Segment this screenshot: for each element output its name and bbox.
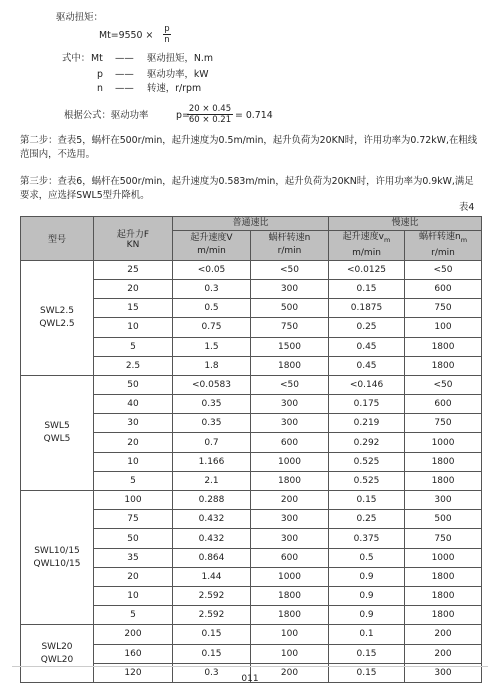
table-cell: 0.75 bbox=[173, 318, 251, 337]
table-cell: 600 bbox=[251, 433, 329, 452]
table-cell: 200 bbox=[251, 663, 329, 682]
table-cell: 1800 bbox=[405, 471, 482, 490]
table-cell: 1000 bbox=[405, 433, 482, 452]
model-cell: SWL5 QWL5 bbox=[21, 375, 94, 490]
table-cell: 300 bbox=[251, 529, 329, 548]
header-slow-ratio: 慢速比 bbox=[329, 217, 482, 231]
table-cell: 0.432 bbox=[173, 510, 251, 529]
header-slow-lift-speed: 起升速度$v_m$ m/min bbox=[329, 231, 405, 261]
table-cell: 10 bbox=[94, 452, 173, 471]
torque-heading: 驱动扭矩： bbox=[56, 12, 103, 23]
table-cell: 1.44 bbox=[173, 567, 251, 586]
table-cell: 2.1 bbox=[173, 471, 251, 490]
legend-intro: 式中： bbox=[62, 53, 91, 64]
table-cell: 0.25 bbox=[329, 510, 405, 529]
table-cell: 500 bbox=[251, 299, 329, 318]
table-cell: 0.25 bbox=[329, 318, 405, 337]
table-cell: 0.292 bbox=[329, 433, 405, 452]
lift-spec-table bbox=[20, 216, 482, 683]
table-cell: 100 bbox=[251, 644, 329, 663]
torque-formula-lhs: Mt=9550 × bbox=[99, 30, 154, 41]
table-cell: 0.9 bbox=[329, 567, 405, 586]
legend-dash: —— bbox=[115, 69, 134, 80]
table-cell: 200 bbox=[94, 625, 173, 644]
table-cell: 1000 bbox=[251, 567, 329, 586]
table-cell: 300 bbox=[405, 663, 482, 682]
table-cell: 1800 bbox=[251, 586, 329, 605]
table-cell: 300 bbox=[405, 491, 482, 510]
table-cell: 30 bbox=[94, 414, 173, 433]
header-normal-ratio: 普通速比 bbox=[173, 217, 329, 231]
table-cell: 0.219 bbox=[329, 414, 405, 433]
legend-symbol: p bbox=[97, 69, 103, 80]
table-cell: 750 bbox=[405, 414, 482, 433]
table-cell: 750 bbox=[405, 529, 482, 548]
table-cell: 0.15 bbox=[173, 625, 251, 644]
header-worm-rpm: 蜗杆转速n r/min bbox=[251, 231, 329, 261]
footer-rule bbox=[12, 666, 488, 667]
table-cell: 20 bbox=[94, 433, 173, 452]
table-cell: 50 bbox=[94, 529, 173, 548]
header-lift-speed: 起升速度V m/min bbox=[173, 231, 251, 261]
power-formula-label: 根据公式：驱动功率 bbox=[64, 110, 149, 121]
legend-description: 驱动功率，kW bbox=[147, 69, 209, 80]
table-cell: 10 bbox=[94, 318, 173, 337]
table-cell: 300 bbox=[251, 279, 329, 298]
table-cell: 0.5 bbox=[173, 299, 251, 318]
table-cell: 0.15 bbox=[329, 644, 405, 663]
legend-description: 转速，r/rpm bbox=[147, 83, 202, 94]
table-cell: 40 bbox=[94, 395, 173, 414]
table-cell: 2.5 bbox=[94, 356, 173, 375]
table-cell: 75 bbox=[94, 510, 173, 529]
table-cell: <0.0583 bbox=[173, 375, 251, 394]
header-slow-worm-rpm: 蜗杆转速$n_m$ r/min bbox=[405, 231, 482, 261]
table-cell: 1800 bbox=[405, 567, 482, 586]
model-cell: SWL10/15 QWL10/15 bbox=[21, 491, 94, 625]
table-cell: 0.15 bbox=[329, 279, 405, 298]
table-cell: 0.1875 bbox=[329, 299, 405, 318]
table-cell: 0.9 bbox=[329, 586, 405, 605]
table-cell: 25 bbox=[94, 260, 173, 279]
table-cell: <50 bbox=[405, 260, 482, 279]
table-cell: 1800 bbox=[251, 606, 329, 625]
table-cell: 1800 bbox=[251, 471, 329, 490]
table-cell: 100 bbox=[251, 625, 329, 644]
table-cell: <0.146 bbox=[329, 375, 405, 394]
table-cell: 0.525 bbox=[329, 471, 405, 490]
table-cell: 1.166 bbox=[173, 452, 251, 471]
table-cell: 0.15 bbox=[173, 644, 251, 663]
table-cell: 1800 bbox=[251, 356, 329, 375]
table-cell: 2.592 bbox=[173, 586, 251, 605]
legend-dash: —— bbox=[115, 53, 134, 64]
table-cell: 1.5 bbox=[173, 337, 251, 356]
table-cell: 1800 bbox=[405, 452, 482, 471]
model-cell: SWL2.5 QWL2.5 bbox=[21, 260, 94, 375]
table-cell: 2.592 bbox=[173, 606, 251, 625]
table-cell: 100 bbox=[94, 491, 173, 510]
table-cell: 750 bbox=[405, 299, 482, 318]
table-cell: 1800 bbox=[405, 356, 482, 375]
table-cell: 750 bbox=[251, 318, 329, 337]
legend-symbol: n bbox=[97, 83, 103, 94]
table-row bbox=[21, 625, 482, 644]
table-row bbox=[21, 375, 482, 394]
table-row bbox=[21, 260, 482, 279]
table-cell: 5 bbox=[94, 337, 173, 356]
table-cell: 1800 bbox=[405, 337, 482, 356]
table-cell: 0.35 bbox=[173, 414, 251, 433]
table-cell: 300 bbox=[251, 395, 329, 414]
table-cell: 15 bbox=[94, 299, 173, 318]
header-model: 型号 bbox=[21, 217, 94, 261]
power-formula-result: = 0.714 bbox=[235, 110, 273, 121]
table-cell: 1.8 bbox=[173, 356, 251, 375]
table-cell: 600 bbox=[405, 395, 482, 414]
table-cell: 0.15 bbox=[329, 663, 405, 682]
table-cell: <50 bbox=[405, 375, 482, 394]
table-cell: 300 bbox=[251, 510, 329, 529]
step-three-text: 第三步：查表6，蜗杆在500r/min，起升速度为0.583m/min，起升负荷为20KN时，许用功率为0.9kW,满足要求，应选择SWL5型升降机。 bbox=[20, 176, 474, 201]
model-cell: SWL20 QWL20 bbox=[21, 625, 94, 683]
table-cell: 0.7 bbox=[173, 433, 251, 452]
table-cell: <50 bbox=[251, 260, 329, 279]
legend-dash: —— bbox=[115, 83, 134, 94]
table-cell: 0.432 bbox=[173, 529, 251, 548]
table-cell: 0.864 bbox=[173, 548, 251, 567]
torque-formula-numerator: p bbox=[164, 24, 170, 34]
table-cell: 0.3 bbox=[173, 279, 251, 298]
table-cell: 200 bbox=[405, 625, 482, 644]
step-two-text: 第二步：查表5，蜗杆在500r/min，起升速度为0.5m/min，起升负荷为20KN时，许用功率为0.72kW,在粗线范围内，不选用。 bbox=[20, 135, 478, 160]
table-cell: 20 bbox=[94, 567, 173, 586]
table-cell: 120 bbox=[94, 663, 173, 682]
power-formula-lhs: p= bbox=[176, 110, 190, 121]
table-cell: <50 bbox=[251, 375, 329, 394]
table-cell: 0.1 bbox=[329, 625, 405, 644]
table-cell: 0.35 bbox=[173, 395, 251, 414]
power-formula-denominator: 60 × 0.21 bbox=[188, 115, 232, 125]
table-cell: 5 bbox=[94, 471, 173, 490]
power-formula-numerator: 20 × 0.45 bbox=[188, 104, 232, 114]
table-cell: 0.288 bbox=[173, 491, 251, 510]
header-load: 起升力F KN bbox=[94, 217, 173, 261]
legend-symbol: Mt bbox=[91, 53, 103, 64]
table-cell: 100 bbox=[405, 318, 482, 337]
legend-description: 驱动扭矩，N.m bbox=[147, 53, 214, 64]
table-cell: 50 bbox=[94, 375, 173, 394]
table-cell: 1000 bbox=[405, 548, 482, 567]
table-row bbox=[21, 491, 482, 510]
table-cell: 300 bbox=[251, 414, 329, 433]
torque-formula-denominator: n bbox=[164, 35, 170, 45]
table-cell: 0.45 bbox=[329, 337, 405, 356]
table-cell: 0.3 bbox=[173, 663, 251, 682]
table-cell: 1800 bbox=[405, 606, 482, 625]
table-label: 表4 bbox=[459, 202, 475, 213]
table-cell: 0.175 bbox=[329, 395, 405, 414]
table-cell: 20 bbox=[94, 279, 173, 298]
table-cell: 600 bbox=[405, 279, 482, 298]
table-cell: 1000 bbox=[251, 452, 329, 471]
table-cell: 0.5 bbox=[329, 548, 405, 567]
table-cell: 5 bbox=[94, 606, 173, 625]
table-cell: 0.525 bbox=[329, 452, 405, 471]
table-cell: 200 bbox=[251, 491, 329, 510]
table-cell: 0.375 bbox=[329, 529, 405, 548]
table-cell: 0.9 bbox=[329, 606, 405, 625]
table-cell: 35 bbox=[94, 548, 173, 567]
table-cell: 0.15 bbox=[329, 491, 405, 510]
page-number: 011 bbox=[241, 674, 259, 684]
table-cell: 0.45 bbox=[329, 356, 405, 375]
table-cell: 160 bbox=[94, 644, 173, 663]
table-cell: <0.0125 bbox=[329, 260, 405, 279]
table-cell: 1500 bbox=[251, 337, 329, 356]
table-cell: 1800 bbox=[405, 586, 482, 605]
table-cell: 600 bbox=[251, 548, 329, 567]
table-cell: 10 bbox=[94, 586, 173, 605]
table-cell: 200 bbox=[405, 644, 482, 663]
table-cell: 500 bbox=[405, 510, 482, 529]
table-cell: <0.05 bbox=[173, 260, 251, 279]
